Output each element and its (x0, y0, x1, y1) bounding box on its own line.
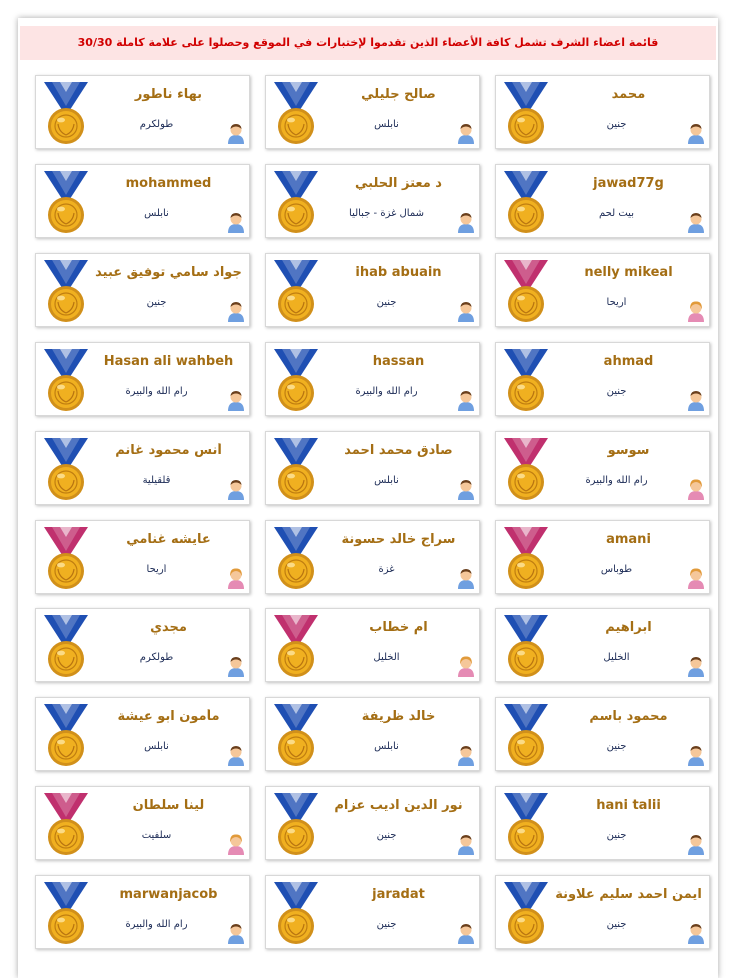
member-name[interactable]: سراج خالد حسونة (341, 532, 456, 547)
member-card (35, 75, 250, 149)
member-card (495, 342, 710, 416)
member-card (35, 164, 250, 238)
member-card (265, 431, 480, 505)
member-name[interactable]: jaradat (372, 887, 425, 902)
member-name[interactable]: مجدي (150, 620, 187, 635)
member-card (35, 608, 250, 682)
medal-icon (41, 80, 91, 146)
member-name[interactable]: hani talii (596, 798, 661, 813)
male-user-icon (456, 121, 476, 145)
member-card (35, 431, 250, 505)
medal-icon (271, 436, 321, 502)
member-city: رام الله والبيرة (585, 475, 648, 486)
member-name[interactable]: محمد (611, 87, 646, 102)
member-name[interactable]: خالد ظريفة (361, 709, 436, 724)
member-name[interactable]: بهاء ناطور (134, 87, 203, 102)
member-city: نابلس (374, 119, 399, 130)
medal-icon (501, 525, 551, 591)
female-user-icon (686, 477, 706, 501)
member-card (495, 75, 710, 149)
medal-icon (501, 613, 551, 679)
member-city: الخليل (603, 652, 630, 663)
member-city: طولكرم (139, 119, 174, 130)
member-card (495, 786, 710, 860)
member-card (495, 253, 710, 327)
member-card (495, 431, 710, 505)
member-city: جنين (146, 297, 167, 308)
member-city: نابلس (144, 741, 169, 752)
male-user-icon (456, 921, 476, 945)
male-user-icon (686, 654, 706, 678)
member-name[interactable]: لينا سلطان (132, 798, 205, 813)
male-user-icon (686, 921, 706, 945)
male-user-icon (456, 566, 476, 590)
medal-icon (271, 613, 321, 679)
honor-list-panel (18, 18, 718, 978)
member-name[interactable]: mohammed (125, 176, 212, 191)
medal-icon (41, 169, 91, 235)
member-city: جنين (376, 830, 397, 841)
medal-icon (501, 169, 551, 235)
medal-icon (271, 525, 321, 591)
member-card (265, 608, 480, 682)
member-name[interactable]: jawad77g (593, 176, 664, 191)
female-user-icon (226, 832, 246, 856)
member-card (495, 164, 710, 238)
male-user-icon (226, 388, 246, 412)
honor-list-banner: قائمة اعضاء الشرف تشمل كافة الأعضاء الذين تقدموا لإختبارات في الموقع وحصلوا على علامة كاملة 30/30 (20, 26, 716, 60)
male-user-icon (226, 477, 246, 501)
member-name[interactable]: ايمن احمد سليم علاونة (555, 887, 702, 902)
member-city: نابلس (144, 208, 169, 219)
member-card (35, 697, 250, 771)
member-card (265, 697, 480, 771)
medal-icon (271, 347, 321, 413)
female-user-icon (456, 654, 476, 678)
member-name[interactable]: marwanjacob (119, 887, 218, 902)
member-city: رام الله والبيرة (355, 386, 418, 397)
member-card (35, 253, 250, 327)
member-city: جنين (606, 386, 627, 397)
member-card (495, 520, 710, 594)
member-city: قلقيلية (142, 475, 171, 486)
member-city: أريحا (606, 297, 627, 308)
member-card (265, 75, 480, 149)
member-city: الخليل (373, 652, 400, 663)
member-city: رام الله والبيرة (125, 919, 188, 930)
male-user-icon (226, 654, 246, 678)
medal-icon (41, 791, 91, 857)
member-card (265, 520, 480, 594)
medal-icon (41, 347, 91, 413)
medal-icon (271, 791, 321, 857)
female-user-icon (226, 566, 246, 590)
member-card (495, 875, 710, 949)
member-name[interactable]: hassan (372, 354, 425, 369)
member-city: طوباس (600, 564, 633, 575)
member-city: جنين (606, 119, 627, 130)
medal-icon (501, 347, 551, 413)
member-card (495, 608, 710, 682)
female-user-icon (686, 299, 706, 323)
member-city: شمال غزة - جباليا (349, 208, 424, 219)
male-user-icon (226, 299, 246, 323)
member-name[interactable]: صالح جليلي (361, 87, 436, 102)
member-city: بيت لحم (599, 208, 634, 219)
member-city: أريحا (146, 564, 167, 575)
member-name[interactable]: ابراهيم (605, 620, 652, 635)
male-user-icon (226, 121, 246, 145)
member-name[interactable]: amani (606, 532, 651, 547)
male-user-icon (456, 832, 476, 856)
member-card (35, 786, 250, 860)
member-name[interactable]: أنس محمود غانم (115, 443, 222, 458)
member-card (35, 875, 250, 949)
member-card (35, 520, 250, 594)
member-city: غزة (378, 564, 395, 575)
medal-icon (271, 80, 321, 146)
medal-icon (501, 880, 551, 946)
member-card (265, 253, 480, 327)
member-name[interactable]: ihab abuain (355, 265, 442, 280)
medal-icon (41, 436, 91, 502)
medal-icon (41, 702, 91, 768)
medal-icon (41, 258, 91, 324)
medal-icon (271, 258, 321, 324)
member-name[interactable]: نور الدين اديب عزام (334, 798, 463, 813)
member-name[interactable]: محمود باسم (589, 709, 668, 724)
member-city: سلفيت (141, 830, 172, 841)
medal-icon (501, 80, 551, 146)
member-name[interactable]: مأمون ابو عيشة (117, 709, 220, 724)
male-user-icon (226, 921, 246, 945)
medal-icon (501, 258, 551, 324)
member-name[interactable]: عايشه غنامي (126, 532, 211, 547)
male-user-icon (686, 832, 706, 856)
member-card (35, 342, 250, 416)
member-name[interactable]: جواد سامي توفيق عبيد (95, 265, 242, 280)
member-name[interactable]: ahmad (603, 354, 654, 369)
member-city: جنين (376, 919, 397, 930)
member-name[interactable]: ام خطاب (369, 620, 428, 635)
member-city: رام الله والبيرة (125, 386, 188, 397)
medal-icon (501, 436, 551, 502)
male-user-icon (456, 743, 476, 767)
male-user-icon (686, 388, 706, 412)
male-user-icon (686, 121, 706, 145)
member-name[interactable]: سوسو (607, 443, 650, 458)
male-user-icon (686, 743, 706, 767)
female-user-icon (686, 566, 706, 590)
medal-icon (501, 791, 551, 857)
member-city: نابلس (374, 741, 399, 752)
male-user-icon (686, 210, 706, 234)
medal-icon (271, 880, 321, 946)
member-city: نابلس (374, 475, 399, 486)
male-user-icon (456, 477, 476, 501)
member-city: طولكرم (139, 652, 174, 663)
member-city: جنين (606, 919, 627, 930)
male-user-icon (456, 388, 476, 412)
member-name[interactable]: د معتز الحلبي (355, 176, 442, 191)
male-user-icon (226, 743, 246, 767)
member-name[interactable]: nelly mikeal (584, 265, 673, 280)
member-card (265, 342, 480, 416)
member-card (265, 875, 480, 949)
medal-icon (271, 169, 321, 235)
member-card (265, 786, 480, 860)
member-name[interactable]: صادق محمد احمد (344, 443, 453, 458)
member-city: جنين (606, 741, 627, 752)
member-city: جنين (606, 830, 627, 841)
male-user-icon (456, 210, 476, 234)
medal-icon (271, 702, 321, 768)
member-city: جنين (376, 297, 397, 308)
member-card (265, 164, 480, 238)
medal-icon (41, 880, 91, 946)
medal-icon (41, 613, 91, 679)
medal-icon (41, 525, 91, 591)
medal-icon (501, 702, 551, 768)
member-name[interactable]: Hasan ali wahbeh (103, 354, 234, 369)
member-card (495, 697, 710, 771)
male-user-icon (226, 210, 246, 234)
male-user-icon (456, 299, 476, 323)
